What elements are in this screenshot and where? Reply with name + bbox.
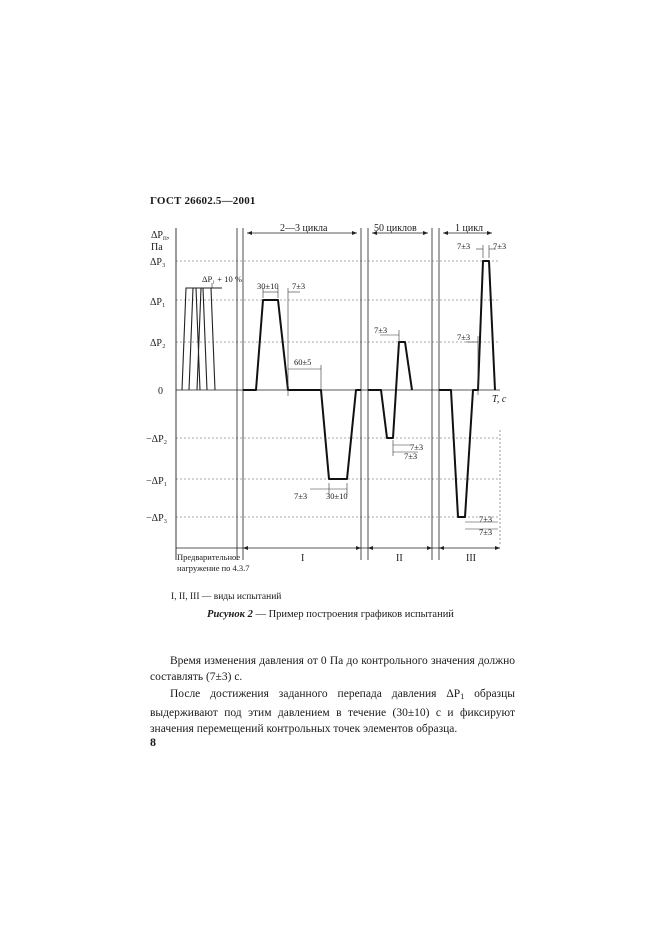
paragraph-2-sub: 1 (460, 692, 465, 701)
y-tick-dp2: ΔP₂ (150, 338, 166, 349)
preload-caption-1: Предварительное (177, 552, 241, 562)
waveform-test-iii (439, 261, 495, 517)
y-axis-unit: Па (151, 242, 163, 253)
y-axis-subscript: п (163, 234, 167, 242)
page-number: 8 (150, 735, 156, 749)
preload-pulses (182, 288, 222, 390)
caption-label: Рисунок 2 (207, 609, 253, 620)
preload-level-label: ΔP₁ + 10 % (202, 274, 242, 284)
x-axis-label: T, с (492, 394, 507, 405)
test-label-i: I (301, 553, 305, 564)
figure-legend: I, II, III — виды испытаний (171, 592, 282, 602)
waveform-test-i (243, 300, 361, 479)
paragraph-1: Время изменения давления от 0 Па до контрольного значения должно составлять (7±3) с. (150, 655, 515, 683)
ann-s2-ramp-top: 7±3 (374, 325, 388, 335)
document-header: ГОСТ 26602.5—2001 (150, 195, 256, 207)
paragraph-2-a: После достижения заданного перепада давления ΔP (170, 688, 461, 700)
y-tick-neg-dp2: −ΔP₂ (146, 434, 168, 445)
ann-s3-ramp-top-1: 7±3 (457, 241, 471, 251)
section-separators (237, 228, 439, 560)
section-header-3: 1 цикл (455, 223, 484, 234)
y-axis-label (151, 230, 169, 242)
paragraph-2 (150, 686, 515, 737)
section-header-2: 50 циклов (374, 223, 417, 234)
test-label-iii: III (466, 553, 476, 564)
ann-s1-hold-top: 30±10 (257, 281, 279, 291)
test-label-ii: II (396, 553, 403, 564)
y-tick-neg-dp1: −ΔP₁ (146, 476, 168, 487)
paragraph-2-b: образцы выдерживают под этим давлением в течение (30±10) с и фиксируют значения перемещений контрольных точек элементов образца. (150, 688, 515, 735)
y-tick-zero: 0 (158, 386, 163, 397)
figure-caption (0, 609, 661, 620)
ann-s1-ramp-bottom: 7±3 (294, 491, 308, 501)
y-tick-dp3: ΔP₃ (150, 257, 166, 268)
ann-s3-ramp-bottom-1: 7±3 (479, 514, 493, 524)
y-axis-symbol: ΔP (151, 230, 163, 241)
ann-s1-ramp-top: 7±3 (292, 281, 306, 291)
ann-s2-ramp-bottom-2: 7±3 (404, 451, 418, 461)
ann-s3-mid: 7±3 (457, 332, 471, 342)
ann-s1-pause: 60±5 (294, 357, 312, 367)
ann-s3-ramp-bottom-2: 7±3 (479, 527, 493, 537)
y-axis-comma: , (166, 230, 170, 241)
y-tick-neg-dp3: −ΔP₃ (146, 513, 168, 524)
ann-s1-hold-bottom: 30±10 (326, 491, 348, 501)
section-header-1: 2—3 цикла (280, 223, 328, 234)
caption-text: — Пример построения графиков испытаний (252, 609, 454, 620)
ann-s3-ramp-top-2: 7±3 (493, 241, 507, 251)
ann-s2-ramp-bottom-1: 7±3 (410, 442, 424, 452)
y-tick-dp1: ΔP₁ (150, 297, 166, 308)
preload-caption-2: нагружение по 4.3.7 (177, 563, 250, 573)
